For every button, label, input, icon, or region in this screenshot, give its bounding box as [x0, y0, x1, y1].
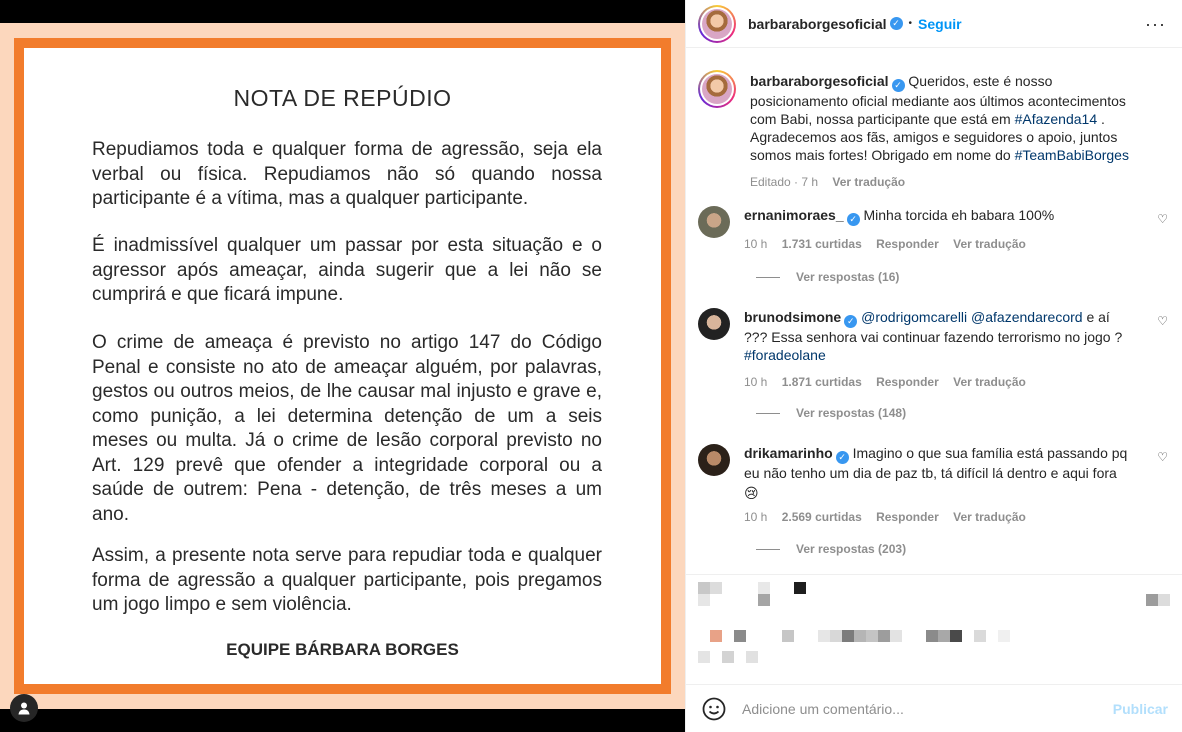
comment-username[interactable]: drikamarinho — [744, 445, 833, 461]
follow-button[interactable]: Seguir — [918, 15, 962, 32]
comment — [698, 444, 1168, 526]
comment-text: Minha torcida eh babara 100% — [863, 207, 1055, 223]
comment — [698, 206, 1168, 253]
like-comment-icon[interactable]: ♡ — [1157, 212, 1168, 226]
reply-button[interactable]: Responder — [876, 510, 939, 524]
poster-paragraph: É inadmissível qualquer um passar por esta situação e o agressor após ameaçar, ainda sugerir que a lei não se cumprirá e que ficará impune. — [92, 235, 602, 305]
verified-icon: ✓ — [892, 79, 905, 92]
post-header — [686, 0, 1182, 48]
caption-text: . Agradecemos aos fãs, amigos e seguidores o apoio, juntos somos mais fortes! Obrigado em nome do — [750, 111, 1118, 163]
translate-button[interactable]: Ver tradução — [953, 510, 1026, 524]
like-comment-icon[interactable]: ♡ — [1157, 314, 1168, 328]
author-avatar[interactable] — [698, 5, 736, 43]
commenter-avatar[interactable] — [698, 308, 730, 340]
comment-time: 10 h — [744, 237, 768, 251]
post-sidebar — [685, 0, 1182, 732]
poster-paragraph: Repudiamos toda e qualquer forma de agressão, seja ela verbal ou física. Repudiamos não só quando nossa participante é a vítima, mas a qualquer participante. — [92, 139, 602, 209]
comment-text: e aí ??? Essa senhora vai continuar fazendo terrorismo no jogo ? — [744, 309, 1123, 345]
poster-border — [14, 38, 671, 694]
user-icon — [17, 701, 31, 715]
comment-time: 10 h — [744, 375, 768, 389]
verified-icon: ✓ — [847, 213, 860, 226]
verified-icon: ✓ — [844, 315, 857, 328]
comments-section — [686, 49, 1182, 685]
verified-icon: ✓ — [836, 451, 849, 464]
emoji-icon[interactable] — [702, 697, 726, 721]
hashtag-link[interactable]: #Afazenda14 — [1014, 111, 1098, 127]
hashtag-link[interactable]: #TeamBabiBorges — [1014, 147, 1129, 163]
verified-icon: ✓ — [890, 17, 903, 30]
translate-button[interactable]: Ver tradução — [953, 237, 1026, 251]
tagged-users-button[interactable] — [10, 694, 38, 722]
more-options-icon[interactable]: ··· — [1145, 14, 1166, 34]
poster-paragraph: Assim, a presente nota serve para repudiar toda e qualquer forma de agressão a qualquer participante, pois pregamos um jogo limpo e sem violência. — [92, 545, 602, 615]
translate-button[interactable]: Ver tradução — [832, 175, 906, 189]
poster-paragraph: O crime de ameaça é previsto no artigo 147 do Código Penal e consiste no ato de ameaçar alguém, por palavras, gestos ou outros meios, de lhe causar mal injusto e grave e, como punição, a lei determina detenção de um a seis meses ou multa. Já o crime de lesão corporal previsto no Art. 129 prevê que ofender a integridade corporal ou a saúde de outrem: Pena - detenção, de três meses a um ano. — [92, 332, 602, 525]
comment-username[interactable]: brunodsimone — [744, 309, 842, 325]
caption-username[interactable]: barbaraborgesoficial — [750, 73, 889, 89]
publish-button[interactable]: Publicar — [1112, 700, 1168, 717]
view-replies-button[interactable] — [756, 406, 906, 420]
poster-title: NOTA DE REPÚDIO — [233, 85, 452, 111]
comment-input[interactable]: Adicione um comentário... — [742, 700, 904, 717]
comment — [698, 308, 1168, 391]
reply-button[interactable]: Responder — [876, 375, 939, 389]
comment-likes[interactable]: 2.569 curtidas — [781, 510, 862, 524]
comment-time: 10 h — [744, 510, 768, 524]
reply-button[interactable]: Responder — [876, 237, 939, 251]
poster-signature: EQUIPE BÁRBARA BORGES — [226, 640, 459, 659]
separator-dot: • — [908, 18, 913, 29]
comment-likes[interactable]: 1.731 curtidas — [781, 237, 862, 251]
commenter-avatar[interactable] — [698, 444, 730, 476]
view-replies-button[interactable] — [756, 270, 899, 284]
mention-link[interactable]: @afazendarecord — [971, 309, 1083, 325]
sad-emoji: 😢 — [744, 485, 759, 501]
caption-text: Queridos, este é nosso posicionamento oficial mediante aos últimos acontecimentos com Babi, nossa participante que está em — [750, 73, 1126, 127]
view-replies-label: Ver respostas (16) — [796, 270, 900, 284]
translate-button[interactable]: Ver tradução — [953, 375, 1026, 389]
caption — [698, 70, 1168, 191]
comment-box — [686, 684, 1182, 732]
like-comment-icon[interactable]: ♡ — [1157, 450, 1168, 464]
comment-username[interactable]: ernanimoraes_ — [744, 207, 844, 223]
hashtag-link[interactable]: #foradeolane — [744, 347, 826, 363]
view-replies-label: Ver respostas (148) — [796, 406, 907, 420]
mention-link[interactable]: @rodrigomcarelli — [861, 309, 968, 325]
commenter-avatar[interactable] — [698, 206, 730, 238]
caption-avatar[interactable] — [698, 70, 736, 108]
caption-edited-time: Editado · 7 h — [750, 175, 819, 189]
author-username[interactable]: barbaraborgesoficial — [748, 15, 887, 32]
post-image — [0, 23, 685, 709]
poster-content — [24, 48, 661, 684]
comment-likes[interactable]: 1.871 curtidas — [781, 375, 862, 389]
view-replies-button[interactable] — [756, 542, 906, 556]
comment-text: Imagino o que sua família está passando pq eu não tenho um dia de paz tb, tá difícil lá dentro e aqui fora — [744, 445, 1128, 481]
view-replies-label: Ver respostas (203) — [796, 542, 907, 556]
